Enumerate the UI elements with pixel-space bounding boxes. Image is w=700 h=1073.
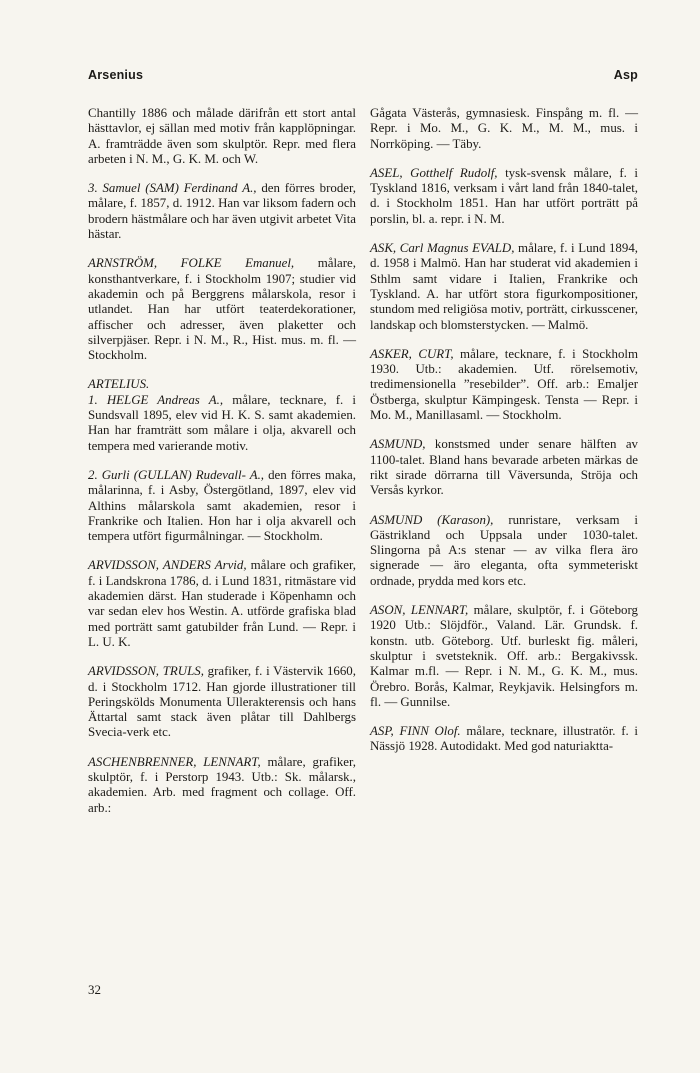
entry-heading: ARVIDSSON, ANDERS Arvid, [88, 558, 247, 573]
entry-heading: ASKER, CURT, [370, 346, 454, 361]
entry-heading: ASCHENBRENNER, LENNART, [88, 754, 261, 769]
header-first-entry: Arsenius [88, 68, 144, 82]
page-number: 32 [88, 982, 101, 997]
entry-heading: ARNSTRÖM, FOLKE Emanuel, [88, 256, 295, 271]
left-column [88, 106, 356, 830]
entry-heading: 3. Samuel (SAM) Ferdinand A., [88, 181, 257, 196]
entry-text: grafiker, f. i Västervik 1660, d. i Stockholm 1712. Han gjorde illustrationer till Peringskölds Monumenta Ullerakterensis och hans Ättartal samt stack även plåtar till Dahlbergs Svecia-verk etc. [88, 664, 356, 740]
entry [88, 393, 356, 454]
entry-text: målare och grafiker, f. i Landskrona 1786, d. i Lund 1831, ritmästare vid akademien därst. Han studerade i Köpenhamn och var sedan elev hos Westin. A. utförde grafiska blad med porträtt samt gatubilder från Lund. — Repr. i L. U. K. [88, 558, 356, 649]
entry [370, 106, 638, 152]
entry-text: målare, tecknare, f. i Sundsvall 1895, elev vid H. K. S. samt akademien. Han har framträtt som målare i olja, akvarell och tempera med varierande motiv. [88, 392, 356, 453]
entry-heading: ASMUND, [370, 437, 426, 452]
entry-text: målare, konsthantverkare, f. i Stockholm 1907; studier vid akademin och på Berggrens målarskola, resor i utlandet. Han har utfört teaterdekorationer, affischer och adresser, även plaketter och silverpjäser. Repr. i N. M., R., Hist. mus. m. fl. — Stockholm. [88, 256, 357, 363]
entry [370, 603, 638, 710]
entry-text: målare, grafiker, skulptör, f. i Perstorp 1943. Utb.: Sk. målarsk., akademien. Arb. med fragment och collage. Off. arb.: [88, 754, 357, 815]
entry-text: tysk-svensk målare, f. i Tyskland 1816, verksam i vårt land från 1840-talet, d. i Stockholm 1851. Han har utfört porträtt på porslin, bl. a. repr. i N. M. [370, 165, 638, 226]
entry-text: Chantilly 1886 och målade därifrån ett stort antal hästtavlor, ej sällan med motiv från kapplöpningar. A. framträdde även som skulptör. Repr. med flera arbeten i N. M., G. K. M. och W. [88, 106, 356, 166]
entry [88, 558, 356, 650]
right-column [370, 106, 638, 769]
entry-text: runristare, verksam i Gästrikland och Uppsala under 1030-talet. Slingorna på A:s stenar — av vilka flera äro signerade — äro eleganta, ofta symmeteriskt ordnade, prydda med kors etc. [370, 512, 638, 588]
entry-heading: 2. Gurli (GULLAN) Rudevall- A., [88, 467, 265, 482]
entry-heading: 1. HELGE Andreas A., [88, 392, 224, 407]
entry [370, 437, 638, 498]
entry [88, 377, 356, 392]
entry [88, 755, 356, 816]
entry-text: målare, tecknare, f. i Stockholm 1930. Utb.: akademien. Utf. rörelsemotiv, tredimensionella ”resebilder”. Off. arb.: Emaljer Östberga, skulptur Kämpingesk. Tensta — Repr. i Mo. M., Manillasaml. — Stockholm. [370, 346, 639, 423]
entry [88, 106, 356, 167]
entry [370, 513, 638, 589]
entry [88, 468, 356, 544]
entry-text: Gågata Västerås, gymnasiesk. Finspång m. fl. — Repr. i Mo. M., G. K. M., M. M., mus. i Norrköping. — Täby. [370, 106, 638, 151]
entry [88, 256, 356, 363]
entry-text: målare, skulptör, f. i Göteborg 1920 Utb.: Slöjdför., Valand. Lär. Grundsk. f. konstn. utb. Göteborg. Utf. burleskt fig. måleri, skulptur i svetsteknik. Off. arb.: Bergakivssk. Kalmar m.fl. — Repr. i N. M., G. K. M., mus. Örebro. Borås, Kalmar, Reykjavik. Helsingfors m. fl. — Gunnilse. [370, 603, 638, 709]
entry [88, 181, 356, 242]
entry-heading: ARTELIUS. [88, 377, 150, 392]
entry-heading: ASP, FINN Olof. [370, 724, 461, 739]
entry-text: målare, tecknare, illustratör. f. i Nässjö 1928. Autodidakt. Med god naturiaktta- [370, 724, 638, 754]
entry [88, 664, 356, 740]
entry [370, 724, 638, 755]
entry-heading: ASEL, Gotthelf Rudolf, [370, 165, 498, 180]
entry-text: målare, f. i Lund 1894, d. 1958 i Malmö. Han har studerat vid akademien i Sthlm samt vidare i Italien, Frankrike och Tyskland. A. har utfört stora figurkompositioner, stundom med religiösa motiv, porträtt, cirkusscener, landskap och blomsterstycken. — Malmö. [370, 241, 638, 332]
entry-text: den förres maka, målarinna, f. i Asby, Östergötland, 1897, elev vid Althins målarskola samt akademien, resor i Frankrike och Italien. Hon har i olja akvarell och tempera utfört figurmålningar. — Stockholm. [88, 467, 357, 544]
entry-heading: ASON, LENNART, [370, 603, 469, 618]
header-last-entry: Asp [613, 68, 638, 82]
entry-heading: ASMUND (Karason), [370, 512, 494, 527]
entry-heading: ASK, Carl Magnus EVALD, [370, 241, 515, 256]
entry-heading: ARVIDSSON, TRULS, [88, 664, 204, 679]
entry [370, 166, 638, 227]
entry-text: konstsmed under senare hälften av 1100-talet. Bland hans bevarade arbeten märkas de rikt sirade dörrarna till Väversunda, Ströja och Versås kyrkor. [370, 437, 638, 498]
entry [370, 241, 638, 333]
entry [370, 347, 638, 423]
entry-text: den förres broder, målare, f. 1857, d. 1912. Han var liksom fadern och brodern hästmålare och har även utgivit arbetet Vita hästar. [88, 181, 356, 242]
